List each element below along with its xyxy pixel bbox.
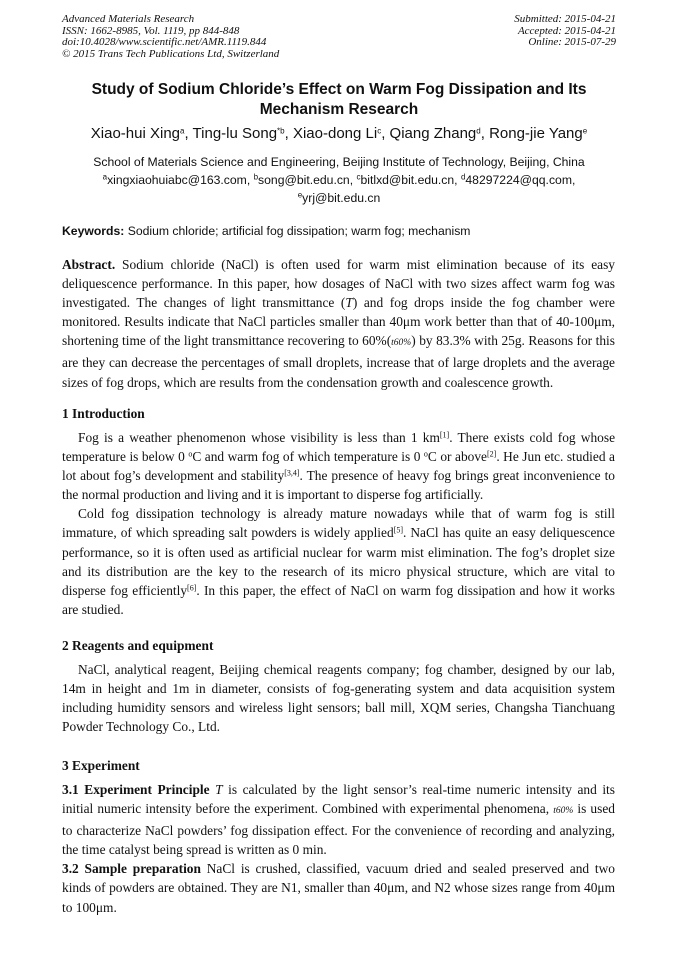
journal-issn: ISSN: 1662-8985, Vol. 1119, pp 844-848 [62, 24, 240, 37]
citation[interactable]: [6] [187, 583, 197, 593]
keywords [62, 223, 616, 239]
email-sup: e [297, 190, 303, 200]
abstract [62, 255, 615, 392]
accepted-date: Accepted: 2015-04-21 [517, 24, 616, 37]
title-line-1: Study of Sodium Chloride’s Effect on Warm Fog Dissipation and Its [91, 81, 587, 98]
email[interactable]: song@bit.edu.cn [258, 173, 350, 187]
text: C and warm fog of which temperature is 0 [192, 449, 424, 465]
section-heading-introduction: 1 Introduction [62, 406, 145, 421]
email-sup: b [253, 172, 259, 182]
affiliation: School of Materials Science and Engineering, Beijing Institute of Technology, Beijing, China [93, 155, 585, 169]
text: . There exists cold fog whose temperature is below 0 [62, 430, 616, 465]
text: . In this paper, the effect of NaCl on warm fog dissipation and how it works are studied. [62, 582, 615, 617]
text: is used to characterize NaCl powders’ fog dissipation effect. For the convenience of recording and analyzing, the time catalyst being spread is written as 0 min. [62, 801, 615, 858]
author: Qiang Zhang [389, 125, 477, 142]
author: Xiao-dong Li [292, 125, 378, 142]
intro-paragraph-2 [62, 504, 615, 619]
text: . He Jun etc. studied a lot about fog’s development and stability [62, 449, 615, 484]
abstract-label: Abstract. [62, 257, 116, 272]
email-list-continued [62, 189, 616, 207]
author-sup: e [582, 126, 588, 136]
submitted-date: Submitted: 2015-04-21 [514, 13, 616, 25]
author-sup: *b [277, 126, 285, 136]
text: Cold fog dissipation technology is already mature nowadays while that of warm fog is still immature, of which spreading salt powders is widely applied [62, 506, 615, 541]
subsection-label: 3.1 Experiment Principle [62, 782, 210, 797]
author-sup: a [180, 126, 185, 136]
abstract-symbol-t: T [345, 295, 353, 311]
email-list: $^a$xingxiaohuiabc@163.com, $^b$song@bit.edu.cn, $^c$bitlxd@bit.edu.cn, $^d$48297224@qq.com, [102, 172, 576, 187]
experiment-body [62, 780, 615, 917]
abstract-text: ) and fog drops inside the fog chamber were monitored. Results indicate that NaCl particles smaller than 40μm work better than that of 40-100μm, shortening time of the light transmittance recovering to 60%( [62, 295, 615, 349]
experiment-principle [62, 780, 615, 859]
section-heading-experiment: 3 Experiment [62, 758, 140, 773]
email[interactable]: 48297224@qq.com [465, 173, 572, 187]
email-sup: c [356, 172, 361, 182]
section-heading-reagents: 2 Reagents and equipment [62, 638, 214, 653]
text: is calculated by the light sensor’s real-time numeric intensity and its initial numeric intensity before the experiment. Combined with experimental phenomena, [62, 782, 615, 817]
online-date: Online: 2015-07-29 [528, 36, 616, 49]
journal-doi: doi:10.4028/www.scientific.net/AMR.1119.844 [62, 36, 267, 49]
abstract-text: Sodium chloride (NaCl) is often used for warm mist elimination because of its easy deliquescence performance. In this paper, how dosages of NaCl with two sizes affect warm fog was investigated. The changes of light transmittance ( [62, 257, 615, 311]
symbol-t60: t60% [553, 806, 574, 817]
author: Xiao-hui Xing [90, 125, 181, 142]
email-sup: d [460, 172, 466, 182]
text: . NaCl has quite an easy deliquescence performance, so it is often used as artificial nuclear for warm mist elimination. The fog’s droplet size and its distribution are the key to the research of its micro physical structure, which are vital to disperse fog efficiently [62, 525, 615, 598]
author-sup: c [377, 126, 382, 136]
sample-preparation [62, 859, 615, 916]
reagents-paragraph: NaCl, analytical reagent, Beijing chemical reagents company; fog chamber, designed by our lab, 14m in height and 1m in diameter, consists of fog-generating system and data acquisition system including humidity sensors and wireless light sensors; ball mill, XQM series, Changsha Tianchuang Powder Technology Co., Ltd. [62, 662, 615, 735]
degree-sign: o [188, 449, 193, 459]
email[interactable]: xingxiaohuiabc@163.com [107, 173, 247, 187]
text: . The presence of heavy fog brings great inconvenience to the normal production and living and it is important to disperse fog artificially. [62, 468, 615, 503]
degree-sign: o [423, 449, 428, 459]
title-line-2: Mechanism Research [259, 101, 419, 118]
author: Ting-lu Song [192, 125, 278, 142]
email-sup: a [102, 172, 108, 182]
abstract-text: ) by 83.3% with 25g. Reasons for this are they can decrease the percentages of small droplets, increase that of large droplets and the average sizes of fog drops, which are results from the condensation growth and coalescence growth. [62, 333, 615, 390]
author: Rong-jie Yang [489, 125, 583, 142]
email[interactable]: bitlxd@bit.edu.cn [360, 173, 455, 187]
text: NaCl is crushed, classified, vacuum dried and sealed preserved and two kinds of powders are obtained. They are N1, smaller than 40μm, and N2 whose sizes range from 40μm to 100μm. [62, 861, 615, 915]
symbol-t: T [215, 782, 223, 797]
text: Fog is a weather phenomenon whose visibility is less than 1 km [78, 430, 440, 445]
journal-copyright: © 2015 Trans Tech Publications Ltd, Switzerland [62, 47, 280, 60]
journal-name: Advanced Materials Research [62, 13, 195, 25]
journal-info [62, 14, 279, 60]
publication-dates [514, 14, 616, 49]
citation[interactable]: [2] [486, 449, 497, 459]
text: C or above [427, 449, 487, 465]
subsection-label: 3.2 Sample preparation [62, 861, 201, 877]
email[interactable]: yrj@bit.edu.cn [302, 191, 381, 205]
paper-title [62, 80, 616, 120]
affiliation-block [62, 153, 616, 207]
reagents-body [62, 660, 615, 736]
keywords-label: Keywords: [62, 224, 125, 238]
citation[interactable]: [3,4] [284, 468, 300, 478]
author-sup: d [476, 126, 481, 136]
citation[interactable]: [5] [393, 526, 403, 536]
keywords-text: Sodium chloride; artificial fog dissipation; warm fog; mechanism [127, 224, 471, 238]
citation[interactable]: [1] [439, 430, 450, 440]
introduction-body [62, 428, 615, 619]
intro-paragraph-1 [62, 428, 615, 504]
abstract-symbol-t60: t60% [391, 338, 412, 349]
author-list: Xiao-hui Xing$^a$, Ting-lu Song$^{*b}$, Xiao-dong Li$^c$, Qiang Zhang$^d$, Rong-jie Yang$^e$ [90, 125, 588, 142]
